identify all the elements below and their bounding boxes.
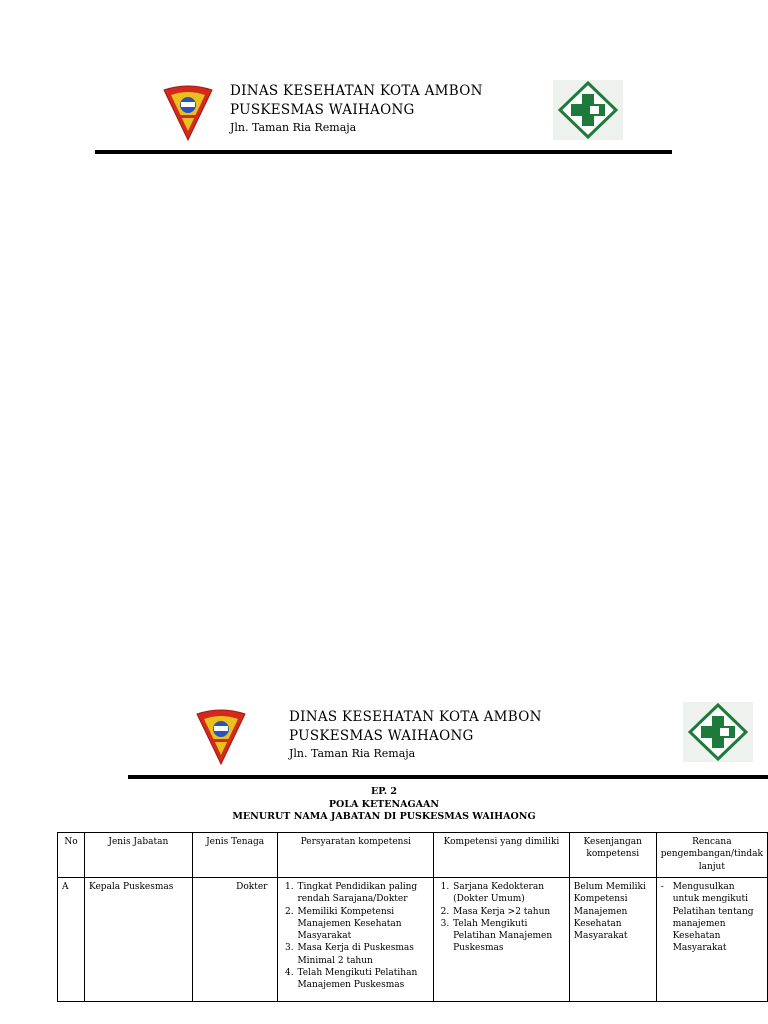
ep-number: EP. 2 xyxy=(370,786,398,797)
list-item: 1. Tingkat Pendidikan paling rendah Sarajana/Dokter xyxy=(296,881,429,906)
list-item: 1. Sarjana Kedokteran (Dokter Umum) xyxy=(452,881,565,906)
subtitle: MENURUT NAMA JABATAN DI PUSKESMAS WAIHAONG xyxy=(232,811,536,822)
persyaratan-list xyxy=(282,881,429,992)
cell-dimiliki xyxy=(434,878,570,1002)
puskesmas-green-cross-icon xyxy=(683,702,753,762)
header-kesenjangan: Kesenjangan kompetensi xyxy=(569,833,656,878)
header-dimiliki: Kompetensi yang dimiliki xyxy=(434,833,570,878)
list-item: 3. Masa Kerja di Puskesmas Minimal 2 tahun xyxy=(296,942,429,967)
header-tenaga: Jenis Tenaga xyxy=(192,833,278,878)
cell-persyaratan xyxy=(278,878,434,1002)
puskesmas-name: PUSKESMAS WAIHAONG xyxy=(289,728,474,744)
puskesmas-name: PUSKESMAS WAIHAONG xyxy=(230,102,415,118)
dimiliki-list xyxy=(438,881,565,955)
table-header-row xyxy=(58,833,768,878)
cell-no: A xyxy=(58,878,85,1002)
cell-tenaga: Dokter xyxy=(192,878,278,1002)
puskesmas-green-cross-icon xyxy=(553,80,623,140)
cell-rencana xyxy=(656,878,767,1002)
document-title xyxy=(0,786,768,824)
cell-jabatan: Kepala Puskesmas xyxy=(84,878,192,1002)
header-persyaratan: Persyaratan kompetensi xyxy=(278,833,434,878)
staffing-table xyxy=(57,832,768,1002)
header-no: No xyxy=(58,833,85,878)
ambon-city-shield-icon xyxy=(162,84,214,142)
table-row xyxy=(58,878,768,1002)
list-item: 2. Masa Kerja >2 tahun xyxy=(452,906,565,918)
address: Jln. Taman Ria Remaja xyxy=(230,121,357,134)
header-rencana: Rencana pengembangan/tindak lanjut xyxy=(656,833,767,878)
list-item: 2. Memiliki Kompetensi Manajemen Kesehatan Masyarakat xyxy=(296,906,429,943)
cell-kesenjangan: Belum Memiliki Kompetensi Manajemen Kesehatan Masyarakat xyxy=(569,878,656,1002)
list-item: 3. Telah Mengikuti Pelatihan Manajemen Puskesmas xyxy=(452,918,565,955)
address: Jln. Taman Ria Remaja xyxy=(289,747,416,760)
ambon-city-shield-icon xyxy=(195,708,247,766)
header-divider xyxy=(95,150,672,154)
title: POLA KETENAGAAN xyxy=(328,798,440,810)
rencana-list xyxy=(661,881,763,955)
header-jabatan: Jenis Jabatan xyxy=(84,833,192,878)
letterhead-title-block xyxy=(230,82,540,136)
agency-name: DINAS KESEHATAN KOTA AMBON xyxy=(289,709,542,725)
list-item: 4. Telah Mengikuti Pelatihan Manajemen Puskesmas xyxy=(296,967,429,992)
letterhead-title-block xyxy=(289,708,599,762)
header-divider xyxy=(128,775,768,779)
list-item: - Mengusulkan untuk mengikuti Pelatihan tentang manajemen Kesehatan Masyarakat xyxy=(661,881,763,955)
agency-name: DINAS KESEHATAN KOTA AMBON xyxy=(230,83,483,99)
